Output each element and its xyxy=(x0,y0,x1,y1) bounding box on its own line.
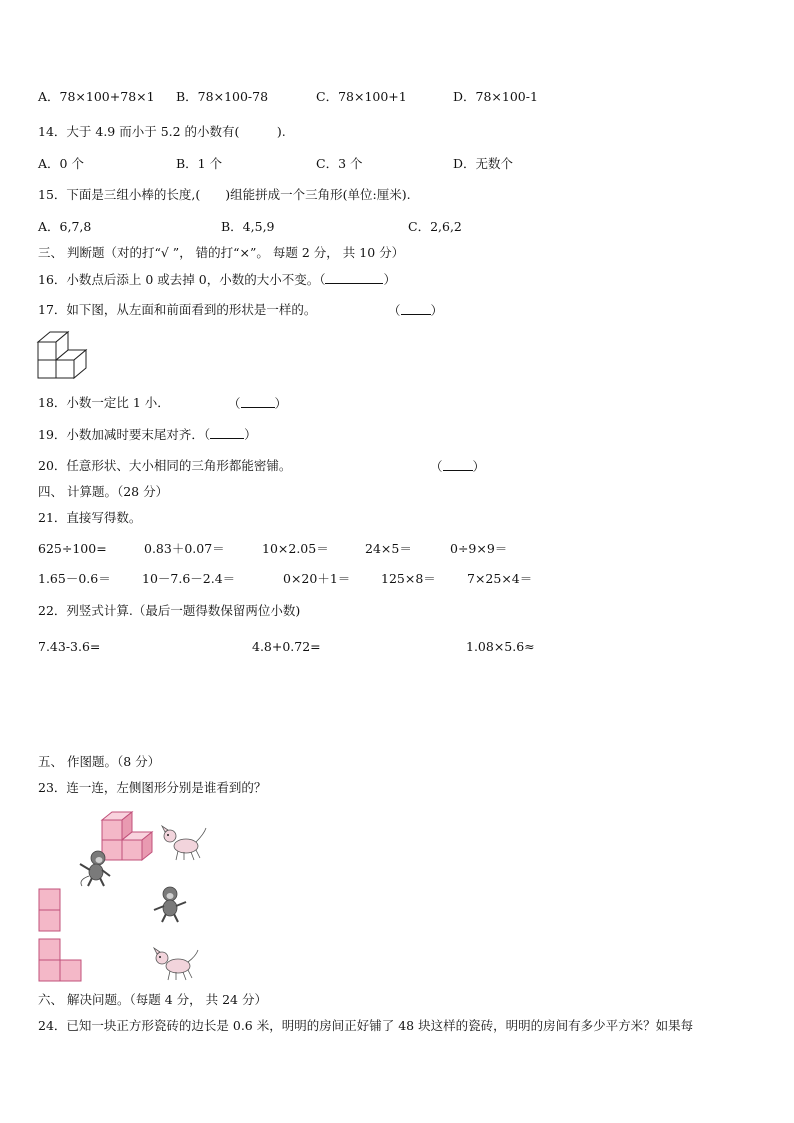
q19-statement: 19．小数加减时要末尾对齐．（ xyxy=(38,427,211,442)
q18-open-paren: （ xyxy=(228,396,241,411)
q14-option-d: D．无数个 xyxy=(453,156,514,171)
q21-stem: 21．直接写得数。 xyxy=(38,510,142,525)
q21-r1-c5: 0÷9×9＝ xyxy=(450,541,508,556)
q22-stem: 22．列竖式计算.（最后一题得数保留两位小数) xyxy=(38,603,301,618)
q21-r2-c2: 10－7.6－2.4＝ xyxy=(142,571,236,586)
view-shape-l xyxy=(38,938,84,982)
q24-text: 24．已知一块正方形瓷砖的边长是 0.6 米，明明的房间正好铺了 48 块这样的瓷砖，明明的房间有多少平方米？如果每 xyxy=(38,1018,694,1033)
monkey-icon xyxy=(76,848,116,888)
monkey-icon xyxy=(150,884,190,924)
q17-answer xyxy=(388,302,443,319)
q21-r1-c4: 24×5＝ xyxy=(365,541,412,556)
q16-statement: 16．小数点后添上 0 或去掉 0，小数的大小不变。（ xyxy=(38,272,326,287)
dog-icon xyxy=(152,942,200,982)
q19-text xyxy=(38,426,257,443)
dog-icon xyxy=(160,822,208,862)
cube-front xyxy=(122,840,142,860)
q17-open-paren: （ xyxy=(388,303,401,318)
q22-item-1: 7.43-3.6= xyxy=(38,639,101,654)
q15-option-b: B．4,5,9 xyxy=(221,219,275,234)
q14-option-b: B．1 个 xyxy=(176,156,223,171)
answer-blank[interactable] xyxy=(325,271,383,284)
q18-answer xyxy=(228,395,287,412)
q17-cube-figure xyxy=(36,330,90,382)
q21-r2-c1: 1.65－0.6＝ xyxy=(38,571,111,586)
section-3-heading: 三、 判断题（对的打“√ ”， 错的打“×”。 每题 2 分， 共 10 分） xyxy=(38,245,405,260)
q13-option-d: D．78×100-1 xyxy=(453,89,538,104)
answer-blank[interactable] xyxy=(401,302,431,315)
q21-r2-c5: 7×25×4＝ xyxy=(467,571,533,586)
q21-r1-c3: 10×2.05＝ xyxy=(262,541,329,556)
answer-blank[interactable] xyxy=(443,458,473,471)
q22-item-3: 1.08×5.6≈ xyxy=(466,639,535,654)
cube-front xyxy=(38,342,56,360)
q21-r2-c4: 125×8＝ xyxy=(381,571,436,586)
answer-blank[interactable] xyxy=(241,395,275,408)
q17-close-paren: ） xyxy=(430,303,444,318)
q18-text: 18．小数一定比 1 小． xyxy=(38,395,170,410)
q14-option-a: A．0 个 xyxy=(38,156,84,171)
q14-option-c: C．3 个 xyxy=(316,156,363,171)
q13-option-c: C．78×100+1 xyxy=(316,89,407,104)
q15-option-a: A．6,7,8 xyxy=(38,219,92,234)
q20-open-paren: （ xyxy=(430,459,443,474)
q22-item-2: 4.8+0.72= xyxy=(252,639,321,654)
q21-r1-c1: 625÷100= xyxy=(38,541,107,556)
q15-option-c: C．2,6,2 xyxy=(408,219,462,234)
q18-close-paren: ） xyxy=(274,396,288,411)
q20-text: 20．任意形状、大小相同的三角形都能密铺。 xyxy=(38,458,292,473)
q16-text xyxy=(38,271,396,288)
cube-front xyxy=(38,360,56,378)
answer-blank[interactable] xyxy=(210,426,244,439)
q19-close-paren: ） xyxy=(244,427,257,442)
cube-front xyxy=(102,820,122,840)
q15-stem: 15．下面是三组小棒的长度,( )组能拼成一个三角形(单位:厘米). xyxy=(38,187,411,202)
cube-front xyxy=(56,360,74,378)
section-5-heading: 五、 作图题。（8 分） xyxy=(38,754,161,769)
q20-answer xyxy=(430,458,485,475)
q20-close-paren: ） xyxy=(472,459,486,474)
section-4-heading: 四、 计算题。（28 分） xyxy=(38,484,169,499)
q13-option-b: B．78×100-78 xyxy=(176,89,269,104)
q13-option-a: A．78×100+78×1 xyxy=(38,89,155,104)
q14-stem: 14．大于 4.9 而小于 5.2 的小数有( ). xyxy=(38,124,286,139)
q23-stem: 23．连一连，左侧图形分别是谁看到的？ xyxy=(38,780,267,795)
q17-text: 17．如下图，从左面和前面看到的形状是一样的。 xyxy=(38,302,317,317)
q21-r1-c2: 0.83＋0.07＝ xyxy=(144,541,225,556)
view-shape-vertical xyxy=(38,888,62,932)
q21-r2-c3: 0×20＋1＝ xyxy=(283,571,351,586)
section-6-heading: 六、 解决问题。（每题 4 分， 共 24 分） xyxy=(38,992,267,1007)
q16-close-paren: ） xyxy=(383,272,396,287)
